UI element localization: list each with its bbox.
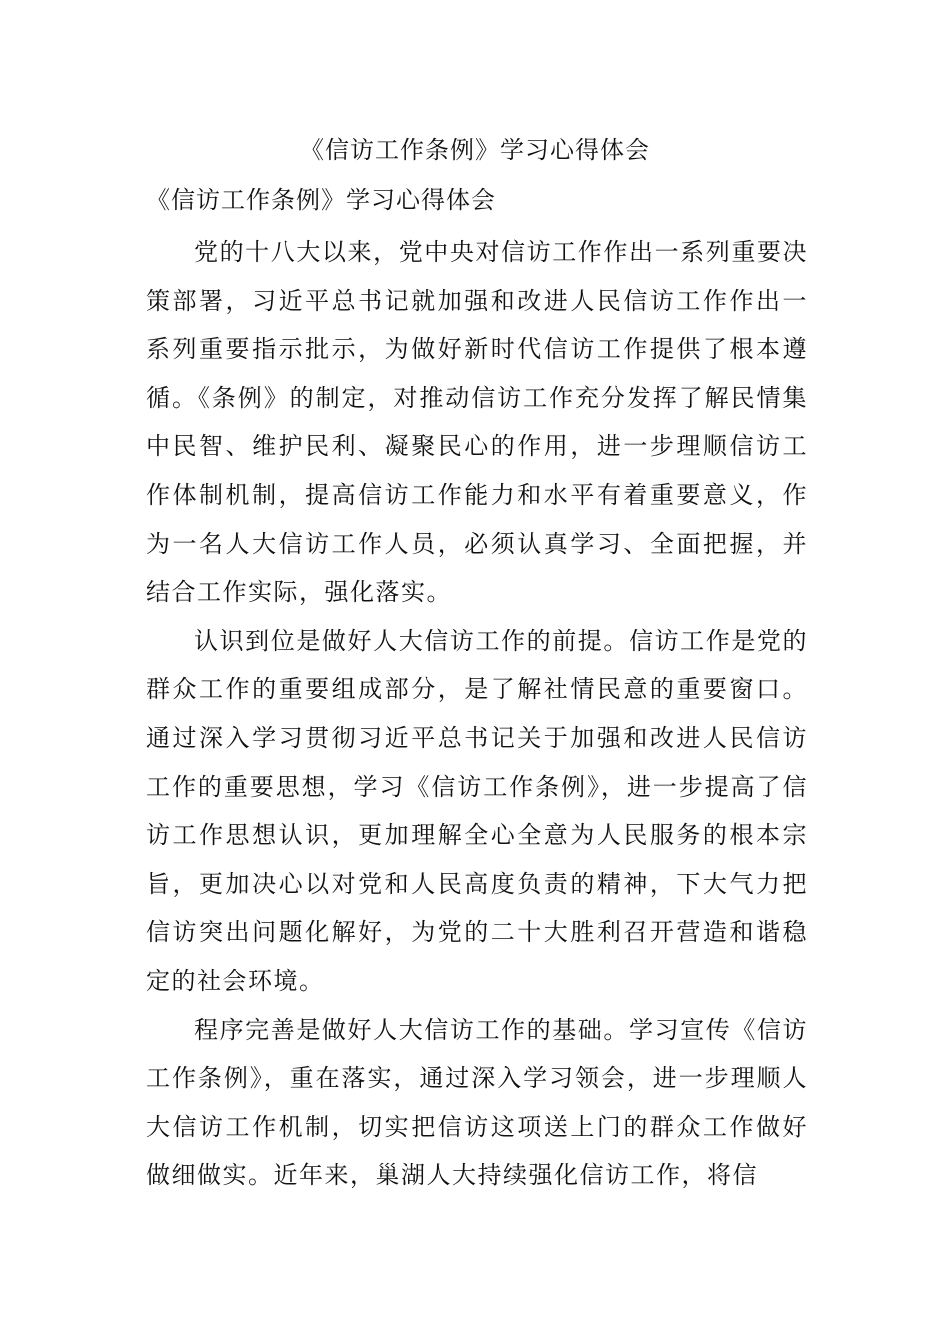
document-body <box>146 228 808 1200</box>
document-subtitle: 《信访工作条例》学习心得体会 <box>146 186 496 214</box>
paragraph-intro: 党的十八大以来，党中央对信访工作作出一系列重要决策部署，习近平总书记就加强和改进人民信访工作作出一系列重要指示批示，为做好新时代信访工作提供了根本遵循。《条例》的制定，对推动信访工作充分发挥了解民情集中民智、维护民利、凝聚民心的作用，进一步理顺信访工作体制机制，提高信访工作能力和水平有着重要意义，作为一名人大信访工作人员，必须认真学习、全面把握，并结合工作实际，强化落实。 <box>146 238 808 607</box>
paragraph-understanding: 认识到位是做好人大信访工作的前提。信访工作是党的群众工作的重要组成部分，是了解社情民意的重要窗口。通过深入学习贯彻习近平总书记关于加强和改进人民信访工作的重要思想，学习《信访工作条例》，进一步提高了信访工作思想认识，更加理解全心全意为人民服务的根本宗旨，更加决心以对党和人民高度负责的精神，下大气力把信访突出问题化解好，为党的二十大胜利召开营造和谐稳定的社会环境。 <box>146 626 808 995</box>
paragraph-procedure: 程序完善是做好人大信访工作的基础。学习宣传《信访工作条例》，重在落实，通过深入学习领会，进一步理顺人大信访工作机制，切实把信访这项送上门的群众工作做好做细做实。近年来，巢湖人大持续强化信访工作，将信 <box>146 1015 808 1190</box>
document-title: 《信访工作条例》学习心得体会 <box>300 136 650 164</box>
